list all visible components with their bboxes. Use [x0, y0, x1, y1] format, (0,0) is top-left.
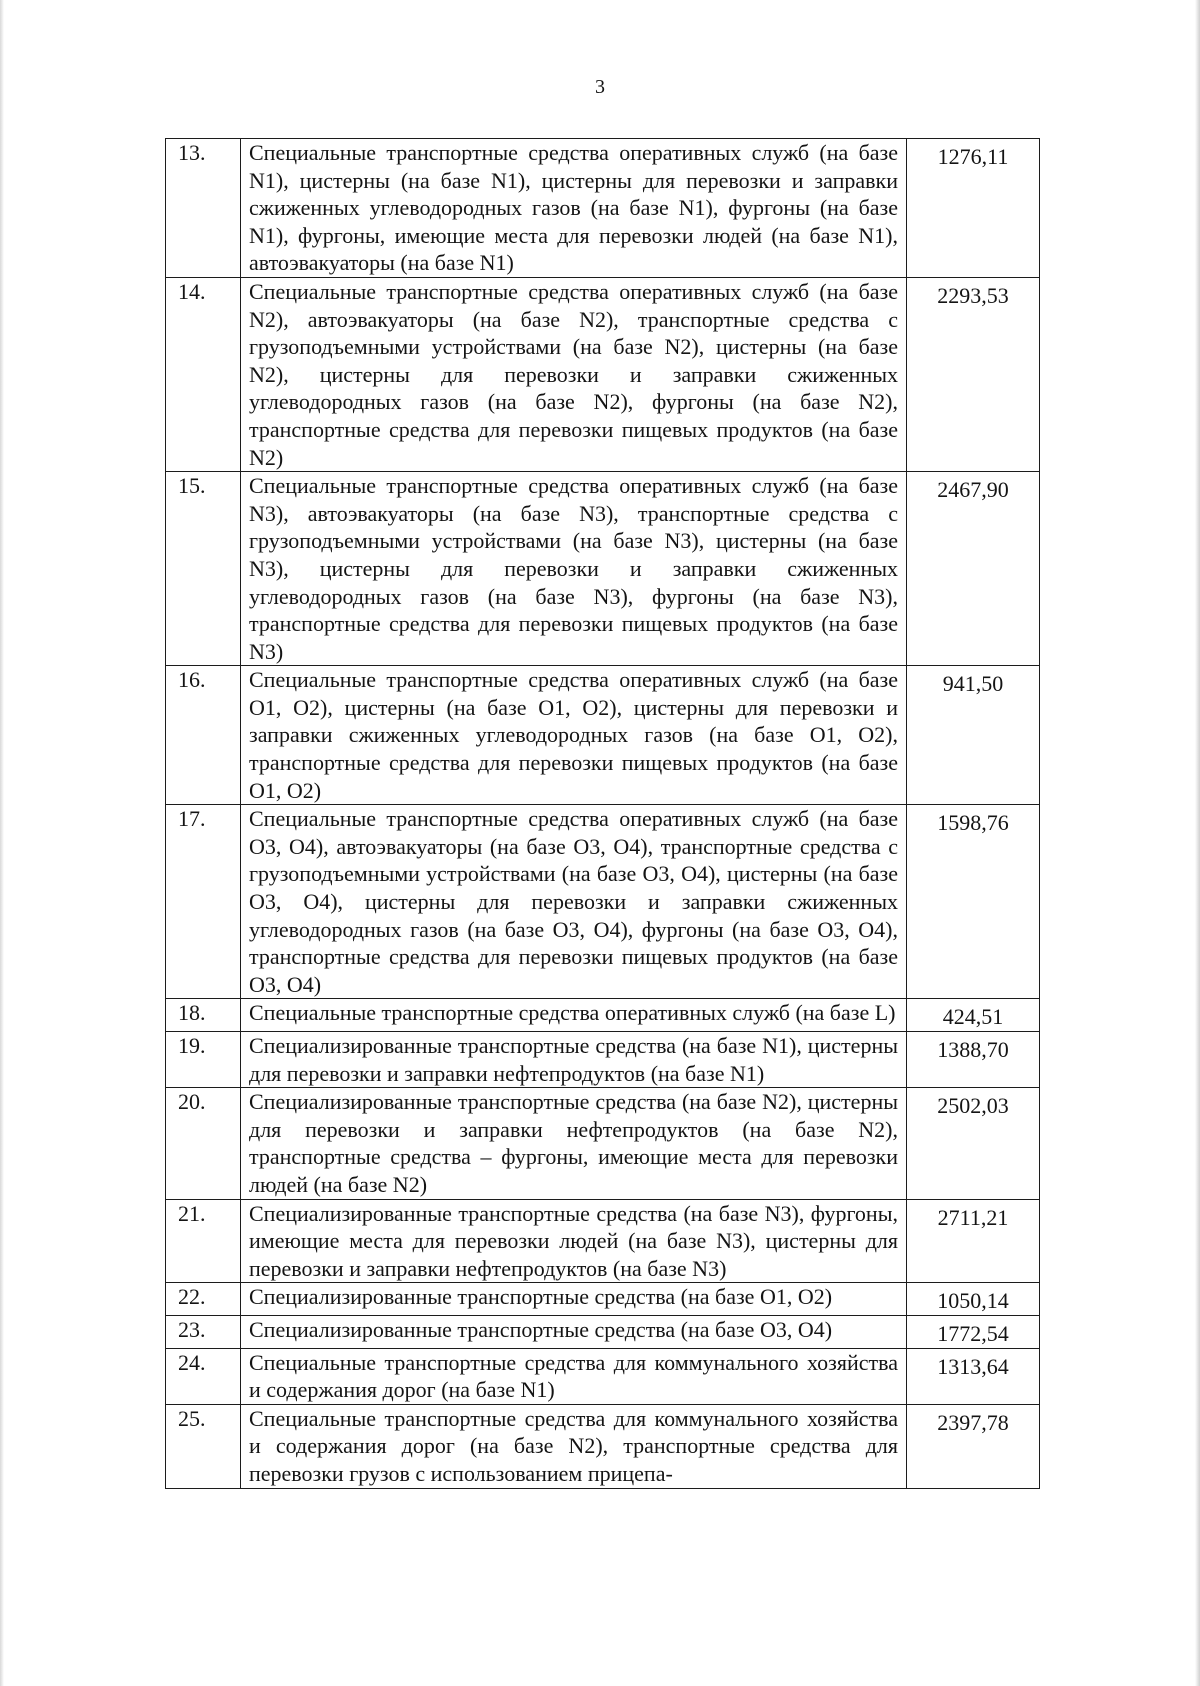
- row-number: 24.: [166, 1348, 241, 1404]
- table-row: [166, 1404, 1040, 1488]
- row-description: Специальные транспортные средства оперативных служб (на базе O3, O4), автоэвакуаторы (на базе O3, O4), транспортные средства с грузоподъемными устройствами (на базе O3, O4), цистерны (на базе O3, O4), цистерны для перевозки и заправки сжиженных углеводородных газов (на базе O3, O4), фургоны (на базе O3, O4), транспортные средства для перевозки пищевых продуктов (на базе O3, O4): [241, 805, 907, 999]
- row-number: 23.: [166, 1315, 241, 1348]
- table-row: [166, 1032, 1040, 1088]
- row-value: 1388,70: [907, 1032, 1040, 1088]
- row-description: Специальные транспортные средства оперативных служб (на базе L): [241, 999, 907, 1032]
- row-description: Специализированные транспортные средства (на базе N3), фургоны, имеющие места для перевозки людей (на базе N3), цистерны для перевозки и заправки нефтепродуктов (на базе N3): [241, 1199, 907, 1283]
- row-description: Специальные транспортные средства для коммунального хозяйства и содержания дорог (на базе N1): [241, 1348, 907, 1404]
- row-number: 22.: [166, 1283, 241, 1316]
- row-number: 13.: [166, 139, 241, 278]
- row-value: 1772,54: [907, 1315, 1040, 1348]
- table-row: [166, 999, 1040, 1032]
- row-description: Специализированные транспортные средства (на базе N1), цистерны для перевозки и заправки нефтепродуктов (на базе N1): [241, 1032, 907, 1088]
- row-description: Специальные транспортные средства оперативных служб (на базе O1, O2), цистерны (на базе O1, O2), цистерны для перевозки и заправки сжиженных углеводородных газов (на базе O1, O2), транспортные средства для перевозки пищевых продуктов (на базе O1, O2): [241, 666, 907, 805]
- table-row: [166, 1199, 1040, 1283]
- row-description: Специальные транспортные средства оперативных служб (на базе N1), цистерны (на базе N1), цистерны для перевозки и заправки сжиженных углеводородных газов (на базе N1), фургоны (на базе N1), фургоны, имеющие места для перевозки людей (на базе N1), автоэвакуаторы (на базе N1): [241, 139, 907, 278]
- row-number: 17.: [166, 805, 241, 999]
- row-description: Специализированные транспортные средства (на базе O3, O4): [241, 1315, 907, 1348]
- row-value: 1276,11: [907, 139, 1040, 278]
- row-number: 14.: [166, 277, 241, 471]
- table-row: [166, 1088, 1040, 1199]
- row-number: 25.: [166, 1404, 241, 1488]
- row-value: 1598,76: [907, 805, 1040, 999]
- scan-edge-right: [1195, 0, 1200, 1686]
- row-number: 16.: [166, 666, 241, 805]
- row-description: Специальные транспортные средства оперативных служб (на базе N3), автоэвакуаторы (на базе N3), транспортные средства с грузоподъемными устройствами (на базе N3), цистерны (на базе N3), цистерны для перевозки и заправки сжиженных углеводородных газов (на базе N3), фургоны (на базе N3), транспортные средства для перевозки пищевых продуктов (на базе N3): [241, 472, 907, 666]
- row-value: 424,51: [907, 999, 1040, 1032]
- row-description: Специальные транспортные средства оперативных служб (на базе N2), автоэвакуаторы (на базе N2), транспортные средства с грузоподъемными устройствами (на базе N2), цистерны (на базе N2), цистерны для перевозки и заправки сжиженных углеводородных газов (на базе N2), фургоны (на базе N2), транспортные средства для перевозки пищевых продуктов (на базе N2): [241, 277, 907, 471]
- row-value: 1050,14: [907, 1283, 1040, 1316]
- table-row: [166, 1315, 1040, 1348]
- row-value: 2502,03: [907, 1088, 1040, 1199]
- table-row: [166, 1348, 1040, 1404]
- tariff-table: [165, 138, 1040, 1489]
- scan-edge-left: [0, 0, 4, 1686]
- row-value: 2711,21: [907, 1199, 1040, 1283]
- row-value: 2397,78: [907, 1404, 1040, 1488]
- table-row: [166, 277, 1040, 471]
- table-row: [166, 666, 1040, 805]
- table-row: [166, 1283, 1040, 1316]
- table-row: [166, 139, 1040, 278]
- page-number: 3: [595, 76, 605, 98]
- row-number: 20.: [166, 1088, 241, 1199]
- row-number: 21.: [166, 1199, 241, 1283]
- table-row: [166, 472, 1040, 666]
- row-description: Специализированные транспортные средства (на базе O1, O2): [241, 1283, 907, 1316]
- row-value: 1313,64: [907, 1348, 1040, 1404]
- row-description: Специальные транспортные средства для коммунального хозяйства и содержания дорог (на базе N2), транспортные средства для перевозки грузов с использованием прицепа-: [241, 1404, 907, 1488]
- row-number: 19.: [166, 1032, 241, 1088]
- row-value: 2467,90: [907, 472, 1040, 666]
- row-value: 2293,53: [907, 277, 1040, 471]
- row-number: 18.: [166, 999, 241, 1032]
- row-number: 15.: [166, 472, 241, 666]
- row-description: Специализированные транспортные средства (на базе N2), цистерны для перевозки и заправки нефтепродуктов (на базе N2), транспортные средства – фургоны, имеющие места для перевозки людей (на базе N2): [241, 1088, 907, 1199]
- row-value: 941,50: [907, 666, 1040, 805]
- table-row: [166, 805, 1040, 999]
